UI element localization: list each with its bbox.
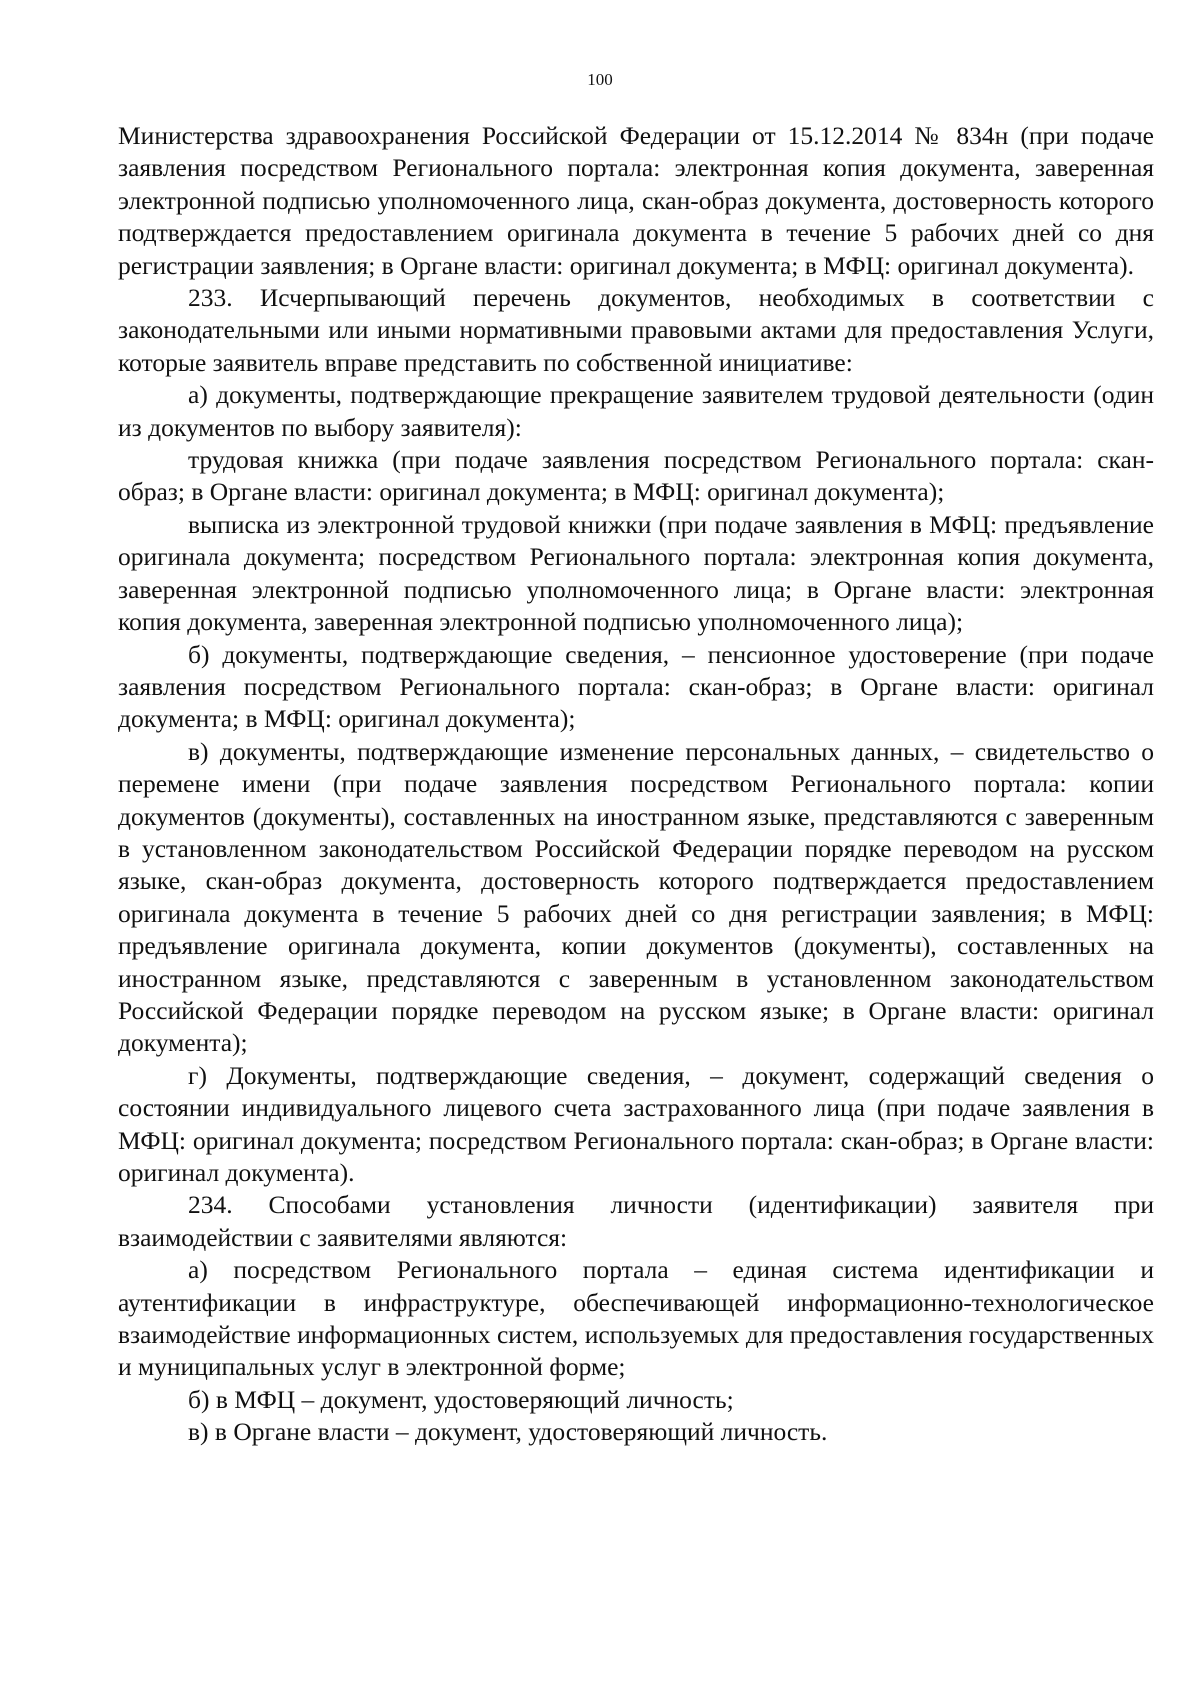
document-body [118,120,1154,1449]
paragraph-233-b: б) документы, подтверждающие сведения, – пенсионное удостоверение (при подаче заявления посредством Регионального портала: скан-образ; в Органе власти: оригинал документа; в МФЦ: оригинал документа); [118,639,1154,734]
paragraph-233-a: а) документы, подтверждающие прекращение заявителем трудовой деятельности (один из документов по выбору заявителя): [118,380,1154,442]
paragraph-233-g: г) Документы, подтверждающие сведения, – документ, содержащий сведения о состоянии индивидуального лицевого счета застрахованного лица (при подаче заявления в МФЦ: оригинал документа; посредством Регионального портала: скан-образ; в Органе власти: оригинал документа). [118,1060,1154,1187]
paragraph-233-v: в) документы, подтверждающие изменение персональных данных, – свидетельство о перемене имени (при подаче заявления посредством Регионального портала: копии документов (документы), составленных на иностранном языке, представляются с заверенным в установленном законодательством Российской Федерации порядке переводом на русском языке, скан-образ документа, достоверность которого подтверждается предоставлением оригинала документа в течение 5 рабочих дней со дня регистрации заявления; в МФЦ: предъявление оригинала документа, копии документов (документы), составленных на иностранном языке, представляются с заверенным в установленном законодательством Российской Федерации порядке переводом на русском языке; в Органе власти: оригинал документа); [118,736,1154,1058]
paragraph-work-book: трудовая книжка (при подаче заявления посредством Регионального портала: скан-образ; в Органе власти: оригинал документа; в МФЦ: оригинал документа); [118,445,1154,507]
paragraph-234: 234. Способами установления личности (идентификации) заявителя при взаимодействии с заявителями являются: [118,1190,1154,1252]
paragraph-234-v: в) в Органе власти – документ, удостоверяющий личность. [188,1417,828,1447]
paragraph-234-b: б) в МФЦ – документ, удостоверяющий личность; [188,1384,734,1414]
paragraph-234-a: а) посредством Регионального портала – единая система идентификации и аутентификации в инфраструктуре, обеспечивающей информационно-технологическое взаимодействие информационных систем, используемых для предоставления государственных и муниципальных услуг в электронной форме; [118,1255,1154,1382]
paragraph-electronic-work-book: выписка из электронной трудовой книжки (при подаче заявления в МФЦ: предъявление оригинала документа; посредством Регионального портала: электронная копия документа, заверенная электронной подписью уполномоченного лица; в Органе власти: электронная копия документа, заверенная электронной подписью уполномоченного лица); [118,509,1154,637]
paragraph-continuation: Министерства здравоохранения Российской Федерации от 15.12.2014 № 834н (при подаче заявления посредством Регионального портала: электронная копия документа, заверенная электронной подписью уполномоченного лица, скан-образ документа, достоверность которого подтверждается предоставлением оригинала документа в течение 5 рабочих дней со дня регистрации заявления; в Органе власти: оригинал документа; в МФЦ: оригинал документа). [118,121,1154,280]
paragraph-233: 233. Исчерпывающий перечень документов, необходимых в соответствии с законодательными или иными нормативными правовыми актами для предоставления Услуги, которые заявитель вправе представить по собственной инициативе: [118,283,1154,377]
page-number: 100 [587,70,613,89]
